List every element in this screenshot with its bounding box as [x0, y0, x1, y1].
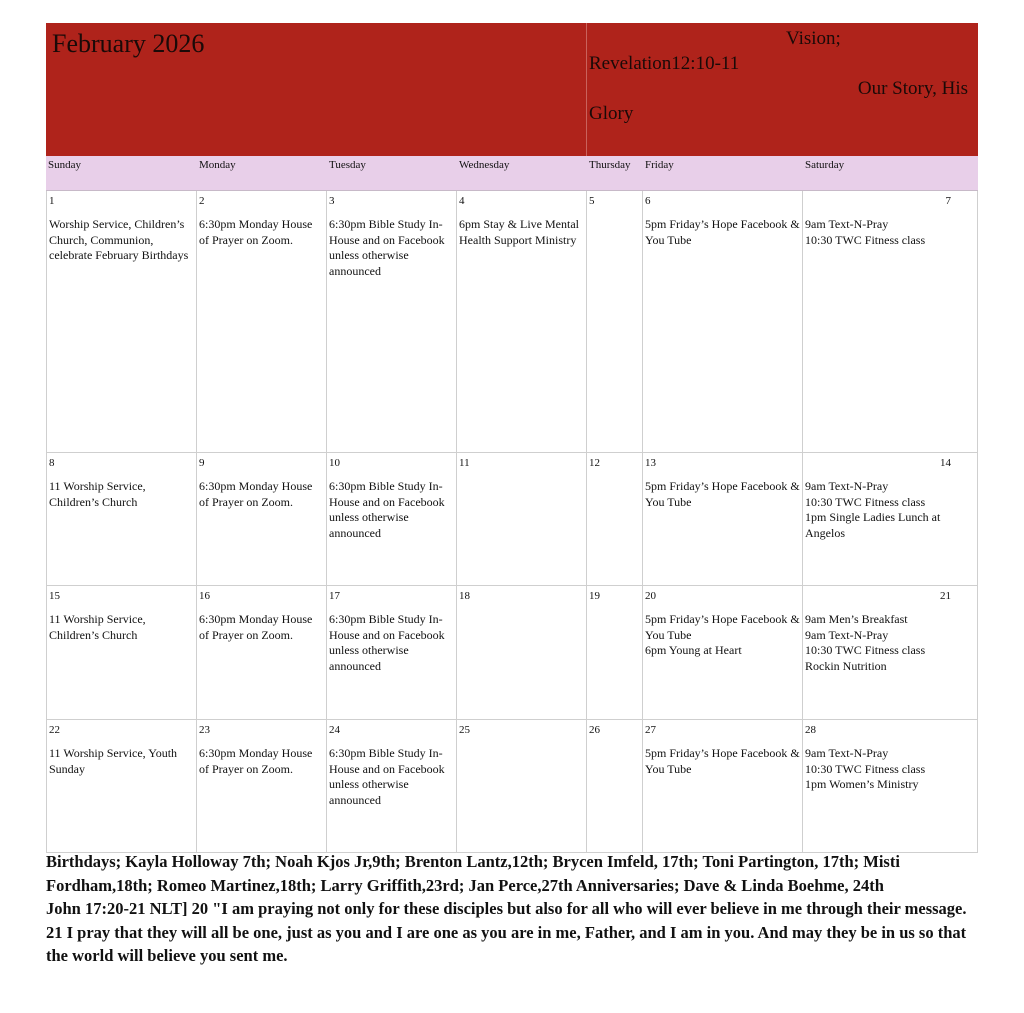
weekday-tuesday: Tuesday [329, 159, 366, 171]
day-events: 5pm Friday’s Hope Facebook & You Tube [645, 479, 800, 509]
day-cell [327, 191, 457, 452]
weekday-friday: Friday [645, 159, 674, 171]
day-events: 9am Men’s Breakfast 9am Text-N-Pray 10:30 TWC Fitness class Rockin Nutrition [805, 612, 926, 673]
day-number: 7 [945, 195, 951, 207]
day-events: 6pm Stay & Live Mental Health Support Ministry [459, 217, 579, 247]
day-cell [587, 586, 643, 719]
day-number: 15 [49, 590, 60, 602]
scripture-passage: John 17:20-21 NLT] 20 "I am praying not only for these disciples but also for all who will ever believe in me through their message. 21 I pray that they will all be one, just as you and I are one as you are in me, Father, and I am in you. And may they be in us so that the world will believe you sent me. [46, 899, 967, 965]
month-title: February 2026 [52, 29, 205, 58]
day-number: 22 [49, 724, 60, 736]
day-cell [46, 191, 197, 452]
day-events: 6:30pm Bible Study In-House and on Facebook unless otherwise announced [329, 217, 445, 278]
week-row-1 [46, 191, 978, 453]
weekday-monday: Monday [199, 159, 236, 171]
day-number: 1 [49, 195, 55, 207]
day-events: 11 Worship Service, Children’s Church [49, 612, 146, 642]
week-row-3 [46, 586, 978, 720]
day-number: 25 [459, 724, 470, 736]
day-cell [643, 453, 803, 585]
weekday-thursday: Thursday [589, 159, 631, 171]
day-events: 11 Worship Service, Children’s Church [49, 479, 146, 509]
day-cell [197, 586, 327, 719]
day-number: 9 [199, 457, 205, 469]
day-number: 6 [645, 195, 651, 207]
day-events: 6:30pm Monday House of Prayer on Zoom. [199, 479, 313, 509]
day-number: 24 [329, 724, 340, 736]
day-cell [46, 453, 197, 585]
day-number: 26 [589, 724, 600, 736]
day-events: 9am Text-N-Pray 10:30 TWC Fitness class [805, 217, 926, 247]
day-cell [46, 586, 197, 719]
day-number: 3 [329, 195, 335, 207]
day-number: 16 [199, 590, 210, 602]
day-cell [803, 720, 978, 852]
day-number: 13 [645, 457, 656, 469]
day-cell [803, 453, 978, 585]
day-cell [197, 191, 327, 452]
vision-glory: Glory [589, 103, 634, 124]
day-number: 2 [199, 195, 205, 207]
week-row-2 [46, 453, 978, 586]
day-cell [587, 453, 643, 585]
day-cell [587, 191, 643, 452]
day-events: 6:30pm Bible Study In-House and on Facebook unless otherwise announced [329, 612, 445, 673]
vision-story: Our Story, His [857, 78, 968, 99]
calendar [46, 23, 978, 853]
day-events: 6:30pm Bible Study In-House and on Facebook unless otherwise announced [329, 746, 445, 807]
day-number: 20 [645, 590, 656, 602]
day-cell [803, 191, 978, 452]
header-divider [586, 23, 587, 156]
weekday-sunday: Sunday [48, 159, 81, 171]
weekday-row [46, 156, 978, 191]
weekday-wednesday: Wednesday [459, 159, 510, 171]
day-events: 6:30pm Monday House of Prayer on Zoom. [199, 217, 313, 247]
vision-verse: Revelation12:10-11 [589, 53, 740, 74]
day-cell [197, 453, 327, 585]
day-events: 5pm Friday’s Hope Facebook & You Tube 6pm Young at Heart [645, 612, 800, 657]
week-row-4 [46, 720, 978, 853]
footer-notes [46, 850, 981, 968]
day-cell [457, 720, 587, 852]
day-events: Worship Service, Children’s Church, Communion, celebrate February Birthdays [49, 217, 189, 262]
day-events: 6:30pm Monday House of Prayer on Zoom. [199, 746, 313, 776]
day-cell [457, 191, 587, 452]
weekday-saturday: Saturday [805, 159, 845, 171]
day-cell [327, 453, 457, 585]
day-cell [327, 586, 457, 719]
birthdays-anniversaries: Birthdays; Kayla Holloway 7th; Noah Kjos Jr,9th; Brenton Lantz,12th; Brycen Imfeld, 17th; Toni Partington, 17th; Misti Fordham,18th; Romeo Martinez,18th; Larry Griffith,23rd; Jan Perce,27th Anniversaries; Dave & Linda Boehme, 24th [46, 852, 900, 895]
day-cell [643, 720, 803, 852]
day-number: 18 [459, 590, 470, 602]
day-cell [457, 586, 587, 719]
vision-label: Vision; [786, 28, 841, 49]
day-number: 11 [459, 457, 470, 469]
day-number: 14 [940, 457, 951, 469]
day-cell [587, 720, 643, 852]
day-number: 12 [589, 457, 600, 469]
day-cell [643, 191, 803, 452]
day-events: 6:30pm Bible Study In-House and on Facebook unless otherwise announced [329, 479, 445, 540]
day-number: 8 [49, 457, 55, 469]
day-number: 17 [329, 590, 340, 602]
day-events: 5pm Friday’s Hope Facebook & You Tube [645, 217, 800, 247]
day-events: 6:30pm Monday House of Prayer on Zoom. [199, 612, 313, 642]
day-cell [46, 720, 197, 852]
day-number: 19 [589, 590, 600, 602]
day-events: 5pm Friday’s Hope Facebook & You Tube [645, 746, 800, 776]
day-number: 28 [805, 724, 816, 736]
day-cell [457, 453, 587, 585]
day-cell [197, 720, 327, 852]
day-number: 27 [645, 724, 656, 736]
day-events: 11 Worship Service, Youth Sunday [49, 746, 178, 776]
day-number: 23 [199, 724, 210, 736]
day-cell [643, 586, 803, 719]
day-number: 5 [589, 195, 595, 207]
day-events: 9am Text-N-Pray 10:30 TWC Fitness class 1pm Women’s Ministry [805, 746, 926, 791]
day-cell [803, 586, 978, 719]
day-cell [327, 720, 457, 852]
day-number: 4 [459, 195, 465, 207]
day-events: 9am Text-N-Pray 10:30 TWC Fitness class 1pm Single Ladies Lunch at Angelos [805, 479, 941, 540]
calendar-header [46, 23, 978, 156]
day-number: 10 [329, 457, 340, 469]
day-number: 21 [940, 590, 951, 602]
